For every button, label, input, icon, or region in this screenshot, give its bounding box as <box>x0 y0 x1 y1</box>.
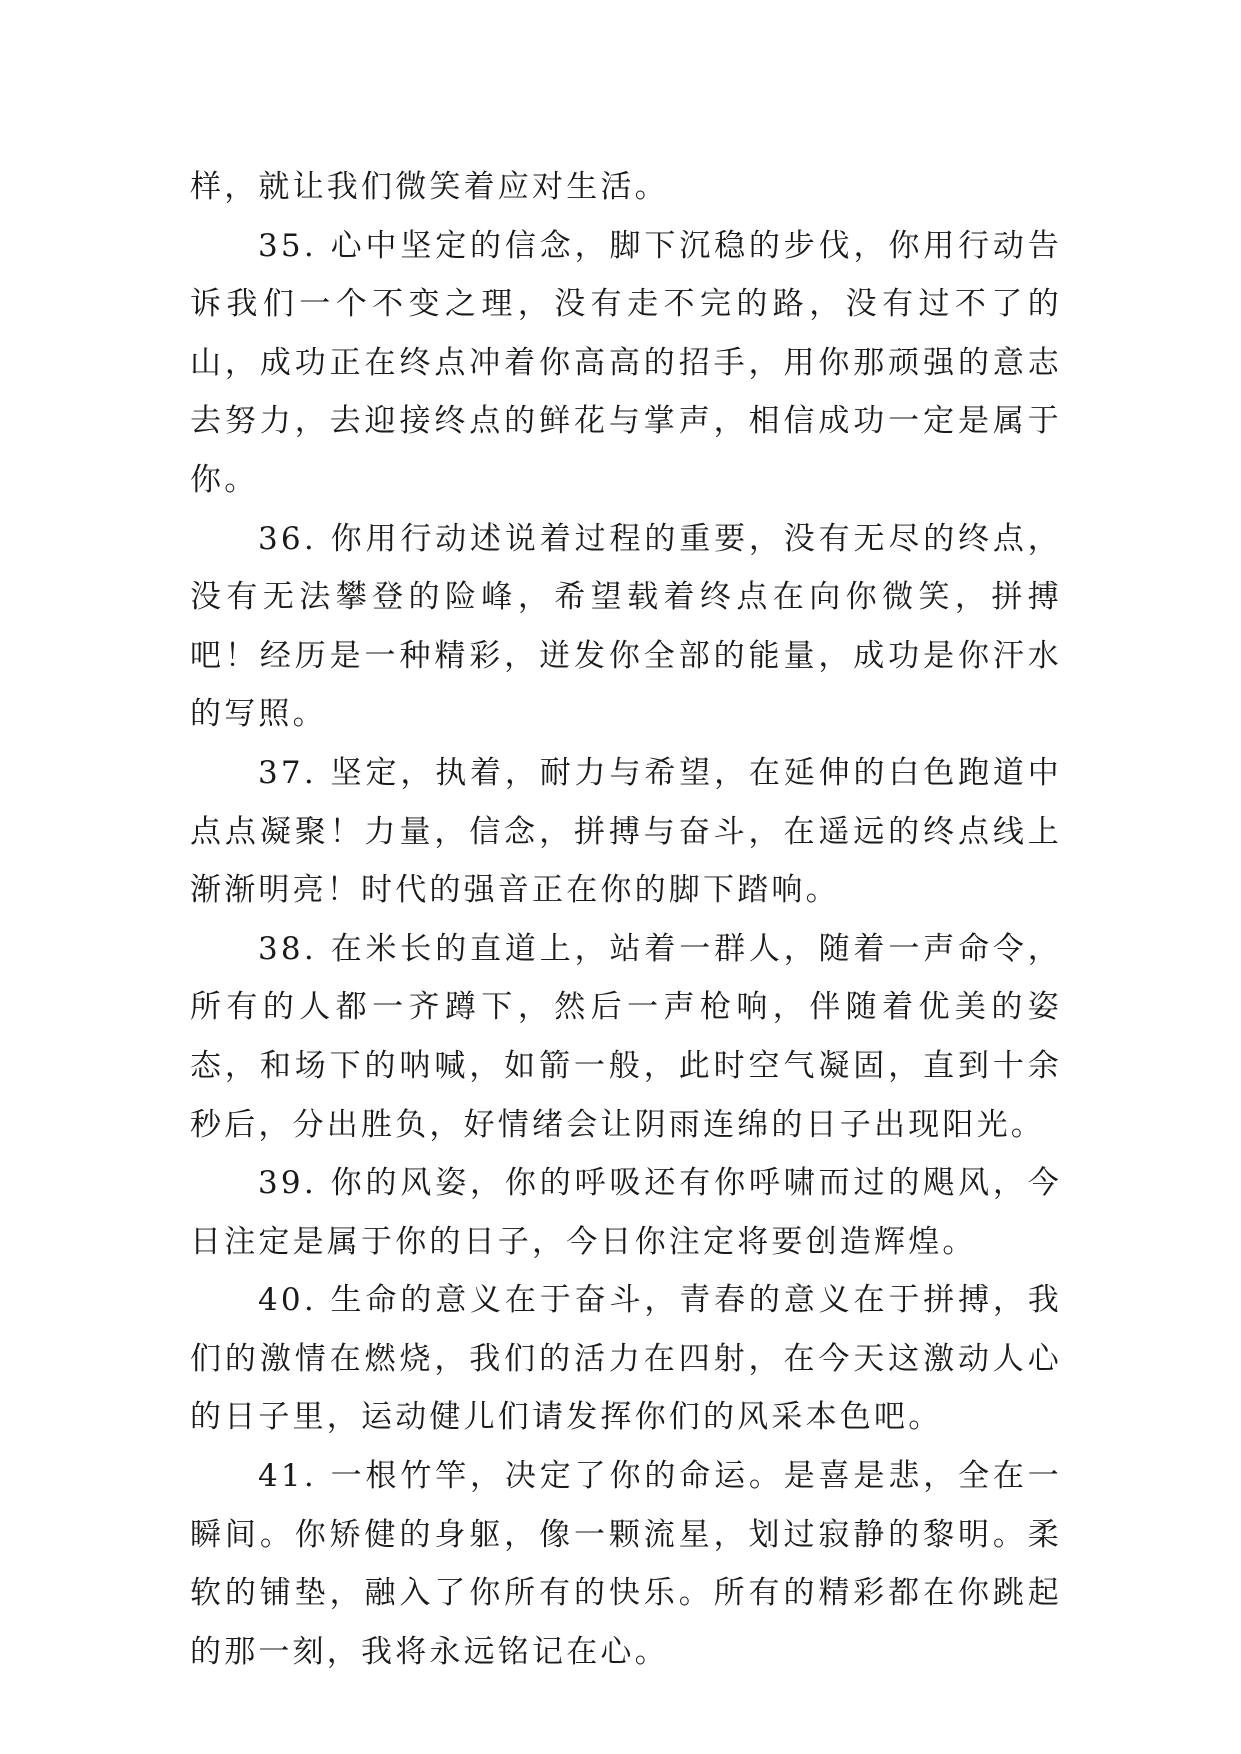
paragraph-35: 35. 心中坚定的信念，脚下沉稳的步伐，你用行动告诉我们一个不变之理，没有走不完的路，没有过不了的山，成功正在终点冲着你高高的招手，用你那顽强的意志去努力，去迎接终点的鲜花与掌声，相信成功一定是属于你。 <box>190 227 1062 498</box>
paragraph-36: 36. 你用行动述说着过程的重要，没有无尽的终点，没有无法攀登的险峰，希望载着终点在向你微笑，拼搏吧！经历是一种精彩，迸发你全部的能量，成功是你汗水的写照。 <box>190 520 1062 733</box>
paragraph-41: 41. 一根竹竿，决定了你的命运。是喜是悲，全在一瞬间。你矫健的身躯，像一颗流星，划过寂静的黎明。柔软的铺垫，融入了你所有的快乐。所有的精彩都在你跳起的那一刻，我将永远铭记在心。 <box>190 1458 1062 1670</box>
document-body <box>190 158 1062 1681</box>
paragraph-continuation: 样，就让我们微笑着应对生活。 <box>190 169 669 205</box>
paragraph-38: 38. 在米长的直道上，站着一群人，随着一声命令，所有的人都一齐蹲下，然后一声枪响，伴随着优美的姿态，和场下的呐喊，如箭一般，此时空气凝固，直到十余秒后，分出胜负，好情绪会让阴雨连绵的日子出现阳光。 <box>190 930 1062 1143</box>
paragraph-39: 39. 你的风姿，你的呼吸还有你呼啸而过的飓风，今日注定是属于你的日子，今日你注定将要创造辉煌。 <box>190 1165 1062 1260</box>
paragraph-37: 37. 坚定，执着，耐力与希望，在延伸的白色跑道中点点凝聚！力量，信念，拼搏与奋斗，在遥远的终点线上渐渐明亮！时代的强音正在你的脚下踏响。 <box>190 754 1062 909</box>
paragraph-40: 40. 生命的意义在于奋斗，青春的意义在于拼搏，我们的激情在燃烧，我们的活力在四射，在今天这激动人心的日子里，运动健儿们请发挥你们的风采本色吧。 <box>190 1282 1062 1436</box>
